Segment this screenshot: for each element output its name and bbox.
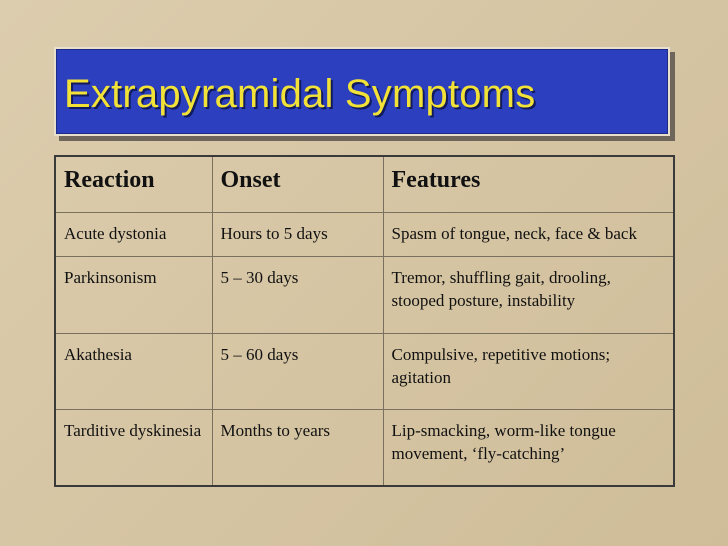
reaction-cell: Akathesia [55,333,212,409]
header-reaction: Reaction [55,156,212,212]
reaction-cell: Parkinsonism [55,257,212,333]
features-cell: Compulsive, repetitive motions; agitation [383,333,674,409]
onset-cell: Hours to 5 days [212,212,383,257]
onset-cell: 5 – 30 days [212,257,383,333]
slide-title: Extrapyramidal Symptoms [64,72,536,116]
features-cell: Tremor, shuffling gait, drooling, stooped posture, instability [383,257,674,333]
table-row [55,409,674,486]
onset-cell: Months to years [212,409,383,486]
table-row [55,212,674,257]
table-row [55,333,674,409]
symptoms-table [54,155,675,487]
reaction-cell: Tarditive dyskinesia [55,409,212,486]
header-onset: Onset [212,156,383,212]
features-cell: Lip-smacking, worm-like tongue movement, ‘fly-catching’ [383,409,674,486]
features-cell: Spasm of tongue, neck, face & back [383,212,674,257]
header-features: Features [383,156,674,212]
onset-cell: 5 – 60 days [212,333,383,409]
reaction-cell: Acute dystonia [55,212,212,257]
table-header-row [55,156,674,212]
table-row [55,257,674,333]
